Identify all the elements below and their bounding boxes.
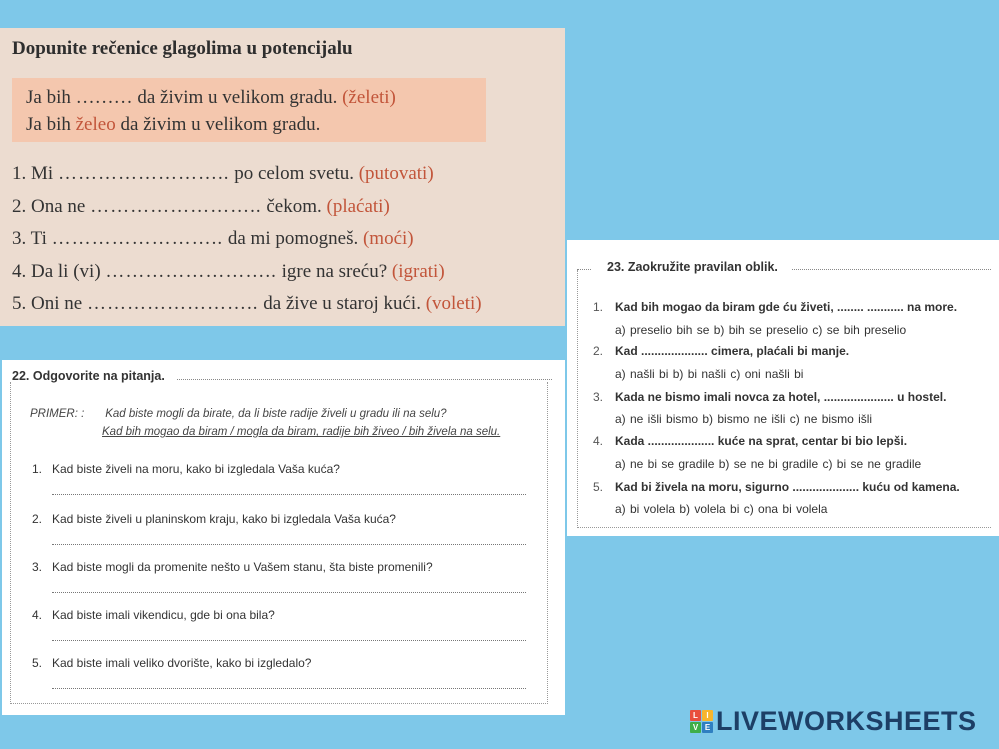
questions-header [12,369,552,383]
example-hint: (želeti) [342,87,396,108]
primer-question: PRIMER: : Kad biste mogli da birate, da li biste radije živeli u gradu ili na selu? [30,408,447,420]
question-item: 1. Kad biste živeli na moru, kako bi izgledala Vaša kuća? [32,462,340,476]
question-item: 4. Kad biste imali vikendicu, gde bi ona bila? [32,608,275,622]
logo-icon [690,710,713,733]
choice-question: 5. Kad bi živela na moru, sigurno .................... kuću od kamena. [593,480,960,494]
answer-line[interactable] [52,640,526,641]
question-item: 2. Kad biste živeli u planinskom kraju, kako bi izgledala Vaša kuća? [32,512,396,526]
choice-options[interactable]: a) našli bi b) bi našli c) oni našli bi [615,367,804,381]
example-line-2 [26,111,472,138]
answer-line[interactable] [52,688,526,689]
exercise-title: Dopunite rečenice glagolima u potencijalu [12,38,353,59]
primer-label: PRIMER: : [30,408,85,420]
header-divider [177,373,552,380]
choice-options[interactable]: a) bi volela b) volela bi c) ona bi volela [615,502,828,516]
choice-question: 3. Kada ne bismo imali novca za hotel, ..................... u hostel. [593,390,947,404]
logo-letter-i: I [702,710,713,721]
answer-line[interactable] [52,544,526,545]
choice-options[interactable]: a) preselio bih se b) bih se preselio c) se bih preselio [615,323,907,337]
example-answer-word: želeo [75,114,116,135]
fill-in-list [12,160,482,323]
verb-hint: (moći) [362,228,414,249]
choice-options[interactable]: a) ne bi se gradile b) se ne bi gradile c) bi se ne gradile [615,457,922,471]
logo-letter-e: E [702,722,713,733]
primer-answer: Kad bih mogao da biram / mogla da biram, radije bih živeo / bih živela na selu. [102,426,501,438]
liveworksheets-logo[interactable] [690,706,977,737]
example-line-1 [26,84,472,111]
verb-hint: (igrati) [391,260,445,282]
example-box [12,78,486,142]
question-item: 3. Kad biste mogli da promenite nešto u Vašem stanu, šta biste promenili? [32,560,433,574]
question-item: 5. Kad biste imali veliko dvorište, kako bi izgledalo? [32,656,312,670]
conditional-exercise-panel [0,28,565,326]
example-sentence: Ja bih ……… da živim u velikom gradu. [26,87,338,108]
logo-letter-l: L [690,710,701,721]
questions-title: 22. Odgovorite na pitanja. [12,369,165,383]
logo-letter-v: V [690,722,701,733]
fill-in-item: 2. Ona ne …………………….. čekom. (plaćati) [12,195,390,217]
verb-hint: (putovati) [358,163,434,184]
fill-in-item: 4. Da li (vi) …………………….. igre na sreću? (igrati) [12,260,445,282]
blank-field[interactable]: …………………….. [90,195,262,217]
fill-in-item: 5. Oni ne …………………….. da žive u staroj kući. (voleti) [12,293,482,314]
choice-options[interactable]: a) ne išli bismo b) bismo ne išli c) ne bismo išli [615,412,873,426]
blank-field[interactable]: …………………….. [86,293,259,314]
fill-in-item: 3. Ti …………………….. da mi pomogneš. (moći) [12,228,414,249]
questions-panel [2,360,565,715]
choice-question: 4. Kada .................... kuće na sprat, centar bi bio lepši. [593,434,908,448]
answer-line[interactable] [52,494,526,495]
verb-hint: (voleti) [425,293,482,314]
example-answer-suffix: da živim u velikom gradu. [120,114,321,135]
choice-question: 2. Kad .................... cimera, plaćali bi manje. [593,344,850,358]
blank-field[interactable]: …………………….. [51,228,224,249]
logo-text: LIVEWORKSHEETS [716,706,977,736]
multiple-choice-panel [567,240,999,536]
verb-hint: (plaćati) [326,195,390,217]
choice-title: 23. Zaokružite pravilan oblik. [607,260,778,274]
blank-field[interactable]: …………………….. [105,260,277,282]
example-answer-prefix: Ja bih [26,114,71,135]
choice-question: 1. Kad bih mogao da biram gde ću živeti, ........ ........... na more. [593,300,958,314]
blank-field[interactable]: …………………….. [57,163,230,184]
fill-in-item: 1. Mi …………………….. po celom svetu. (putovati) [12,163,434,184]
answer-line[interactable] [52,592,526,593]
